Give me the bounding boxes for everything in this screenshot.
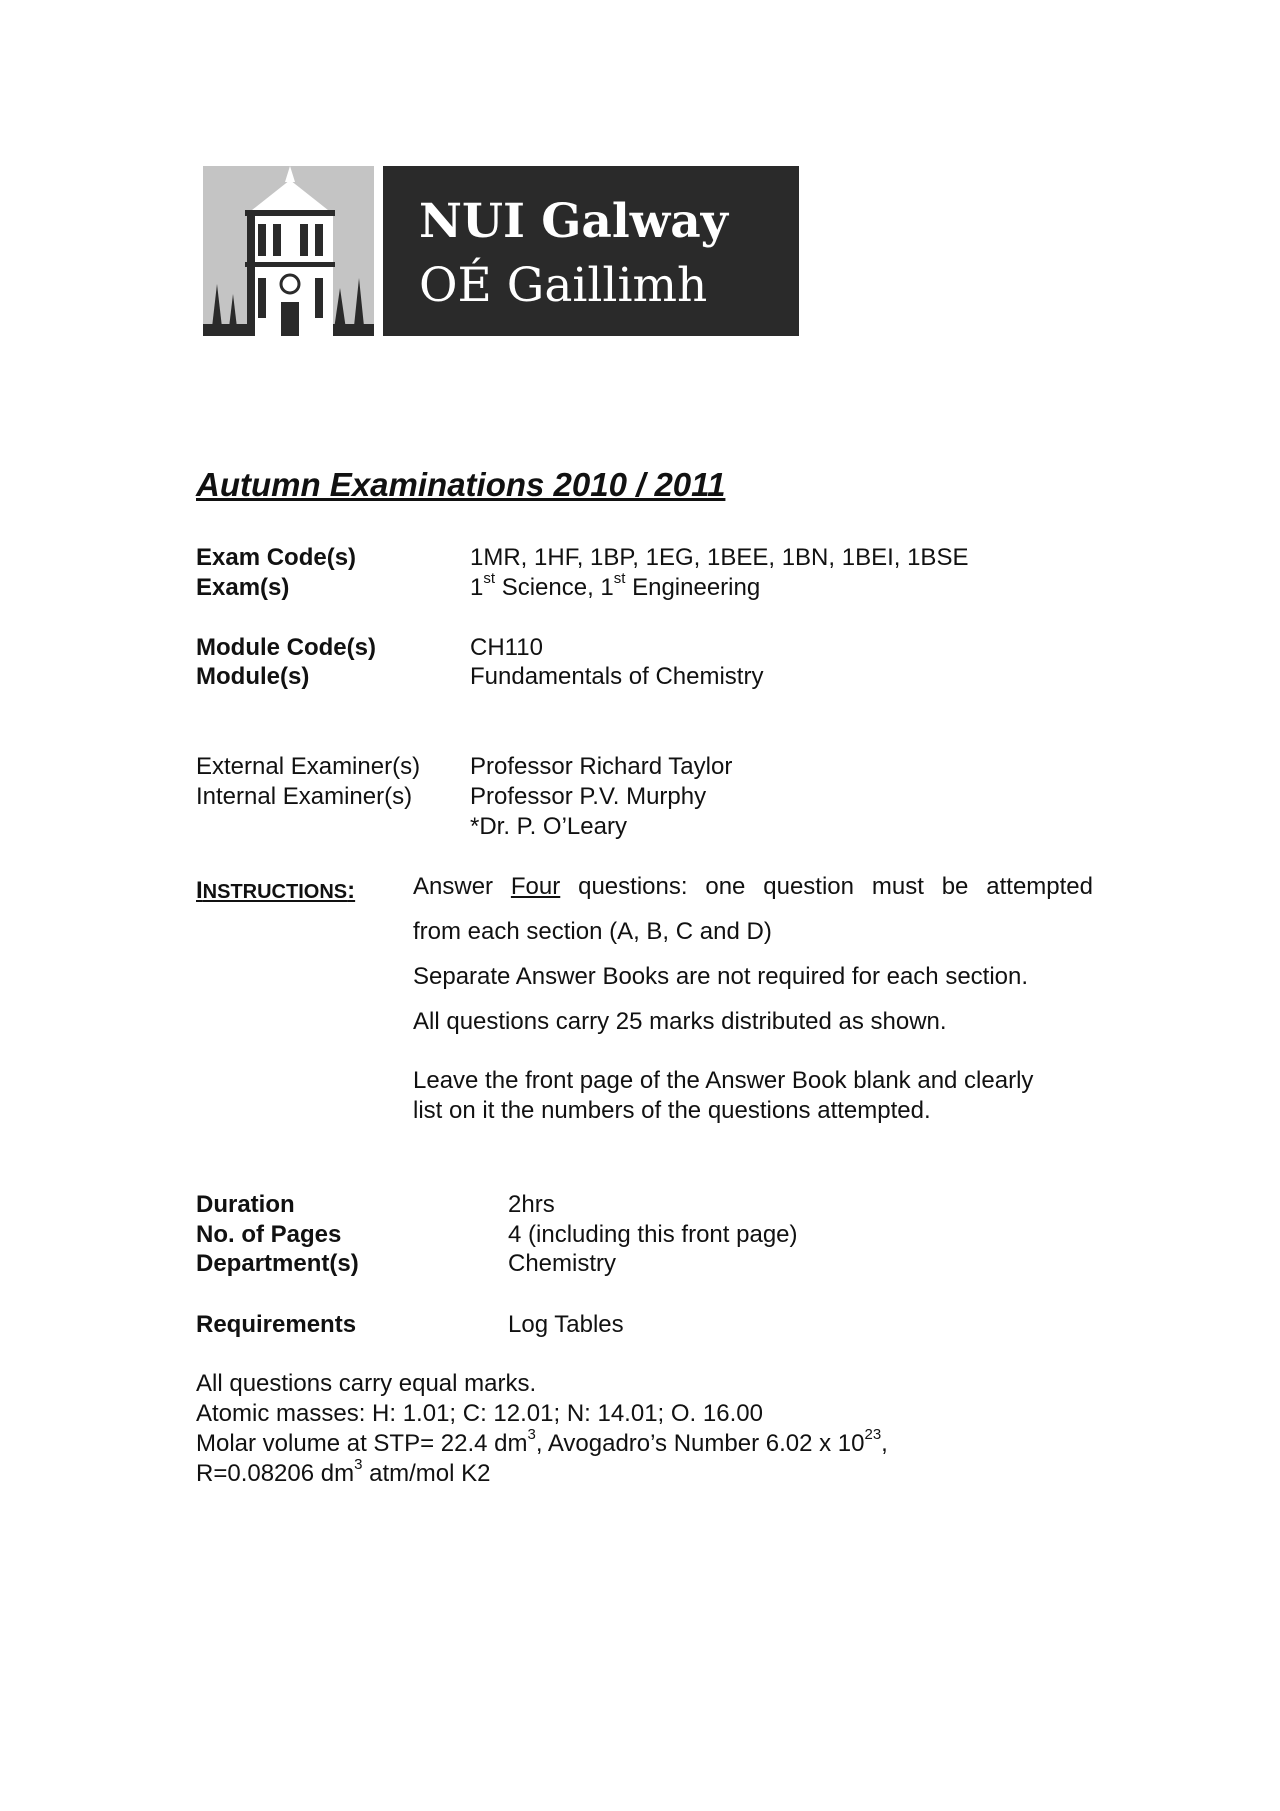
note-molar-volume-b: , Avogadro’s Number 6.02 x 10 (535, 1430, 865, 1457)
exams-text-b: Science, 1 (495, 574, 614, 601)
internal-examiner-2: *Dr. P. O’Leary (470, 813, 627, 840)
requirements-label: Requirements (196, 1311, 357, 1338)
exams-text-a: 1 (470, 574, 484, 601)
instruction-line-1-b: questions: one question must be attempted (560, 873, 1093, 900)
instruction-line-1-a: Answer (413, 873, 511, 900)
internal-examiners-label: Internal Examiner(s) (196, 783, 413, 810)
instruction-line-3: Separate Answer Books are not required for each section. (413, 963, 1029, 990)
modules-label: Module(s) (196, 663, 310, 690)
exam-codes-label: Exam Code(s) (196, 544, 357, 571)
note-gas-constant-b: atm/mol K2 (362, 1460, 491, 1487)
instructions-label-rest: NSTRUCTIONS (202, 881, 348, 903)
logo-name-irish: OÉ Gaillimh (419, 258, 708, 313)
external-examiners-value: Professor Richard Taylor (470, 753, 733, 780)
note-atomic-masses: Atomic masses: H: 1.01; C: 12.01; N: 14.01; O. 16.00 (196, 1400, 763, 1427)
department-value: Chemistry (508, 1250, 617, 1277)
note-gas-constant-a: R=0.08206 dm (196, 1460, 355, 1487)
instruction-line-1 (413, 872, 1093, 902)
pages-label: No. of Pages (196, 1221, 342, 1248)
external-examiners-label: External Examiner(s) (196, 753, 421, 780)
department-label: Department(s) (196, 1250, 359, 1277)
note-gas-constant (196, 1456, 491, 1489)
exam-codes-value: 1MR, 1HF, 1BP, 1EG, 1BEE, 1BN, 1BEI, 1BSE (470, 544, 969, 571)
internal-examiner-1: Professor P.V. Murphy (470, 783, 707, 810)
logo-name-english: NUI Galway (419, 194, 728, 249)
pages-value: 4 (including this front page) (508, 1221, 798, 1248)
instructions-label-initial: I (196, 877, 203, 904)
exams-text-c: Engineering (625, 574, 761, 601)
note-molar-volume (196, 1426, 888, 1459)
quadrangle-tower-crest-icon (203, 166, 374, 336)
instructions-label-colon: : (347, 877, 356, 904)
exams-label: Exam(s) (196, 574, 290, 601)
exams-value (470, 570, 761, 603)
instruction-line-4: All questions carry 25 marks distributed as shown. (413, 1008, 947, 1035)
exams-sup-a: st (483, 570, 496, 587)
note-molar-volume-c: , (881, 1430, 888, 1457)
instructions-label (196, 877, 355, 905)
modules-value: Fundamentals of Chemistry (470, 663, 764, 690)
instruction-emphasis-four: Four (510, 873, 561, 900)
logo-wordmark (383, 166, 799, 336)
duration-value: 2hrs (508, 1191, 555, 1218)
note-gas-constant-sup: 3 (354, 1456, 363, 1473)
duration-label: Duration (196, 1191, 295, 1218)
note-molar-volume-sup2: 23 (864, 1426, 882, 1443)
instruction-line-5: Leave the front page of the Answer Book blank and clearly (413, 1067, 1034, 1094)
note-molar-volume-sup1: 3 (527, 1426, 536, 1443)
requirements-value: Log Tables (508, 1311, 624, 1338)
module-codes-value: CH110 (470, 634, 543, 661)
instruction-line-6: list on it the numbers of the questions attempted. (413, 1097, 931, 1124)
exams-sup-b: st (613, 570, 626, 587)
note-equal-marks: All questions carry equal marks. (196, 1370, 537, 1397)
module-codes-label: Module Code(s) (196, 634, 376, 661)
instruction-line-2: from each section (A, B, C and D) (413, 918, 772, 945)
page-title: Autumn Examinations 2010 / 2011 (196, 466, 726, 503)
note-molar-volume-a: Molar volume at STP= 22.4 dm (196, 1430, 528, 1457)
university-logo (203, 166, 799, 336)
